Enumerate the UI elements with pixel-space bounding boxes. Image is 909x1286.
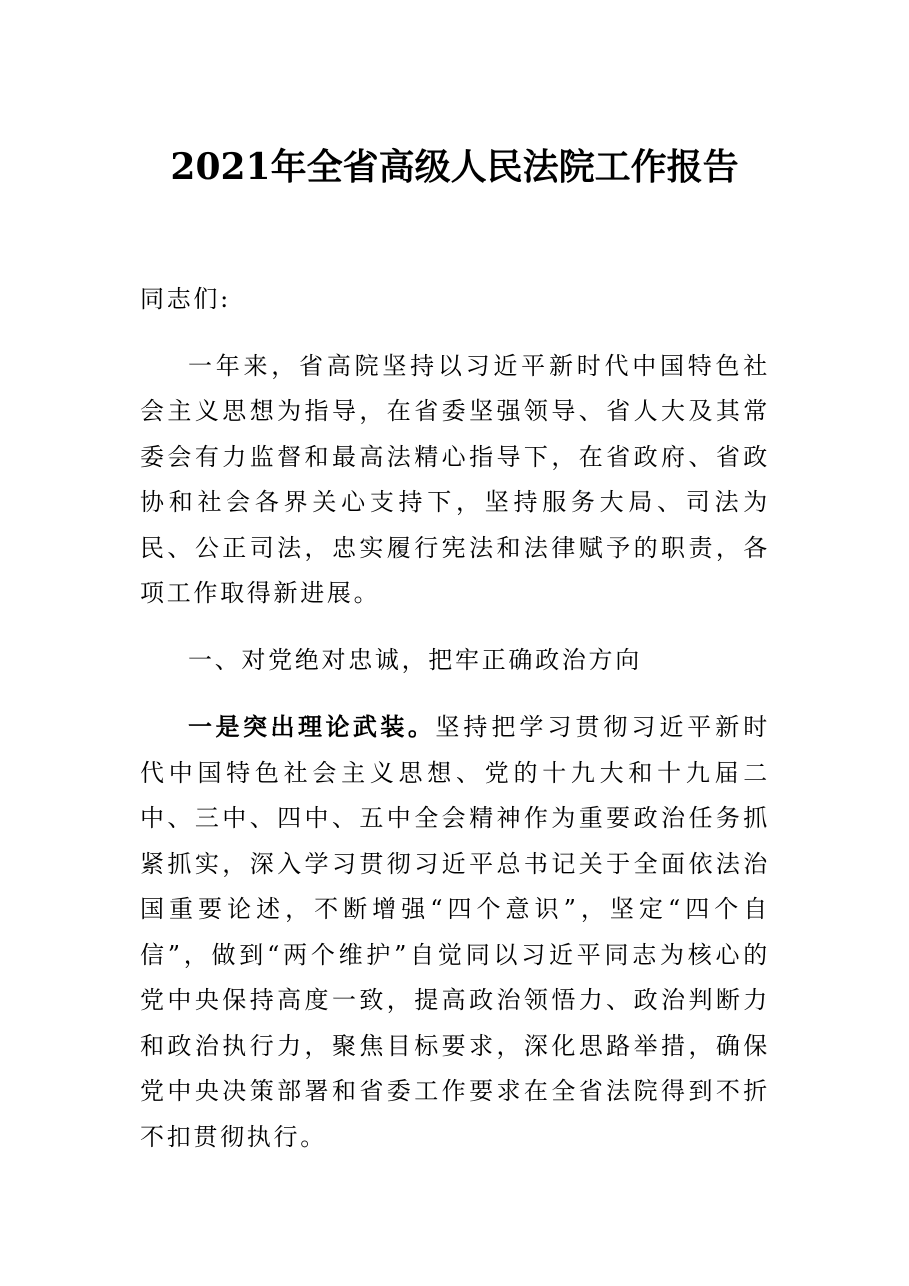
document-title: 2021年全省高级人民法院工作报告 xyxy=(170,146,739,188)
paragraph-theory-text: 坚持把学习贯彻习近平新时代中国特色社会主义思想、党的十九大和十九届二中、三中、四中、五中全会精神作为重要政治任务抓紧抓实，深入学习贯彻习近平总书记关于全面依法治国重要论述，不断增强“四个意识”，坚定“四个自信”，做到“两个维护”自觉同以习近平同志为核心的党中央保持高度一致，提高政治领悟力、政治判断力和政治执行力，聚焦目标要求，深化思路举措，确保党中央决策部署和省委工作要求在全省法院得到不折不扣贯彻执行。 xyxy=(140,713,770,1151)
paragraph-theory xyxy=(140,704,770,1160)
paragraph-lead-bold: 一是突出理论武装。 xyxy=(188,712,436,741)
paragraph-intro: 一年来，省高院坚持以习近平新时代中国特色社会主义思想为指导，在省委坚强领导、省人大及其常委会有力监督和最高法精心指导下，在省政府、省政协和社会各界关心支持下，坚持服务大局、司法为民、公正司法，忠实履行宪法和法律赋予的职责，各项工作取得新进展。 xyxy=(140,351,770,607)
greeting: 同志们: xyxy=(140,285,231,313)
section-heading-1: 一、对党绝对忠诚，把牢正确政治方向 xyxy=(188,645,642,674)
document-body xyxy=(140,277,770,1160)
